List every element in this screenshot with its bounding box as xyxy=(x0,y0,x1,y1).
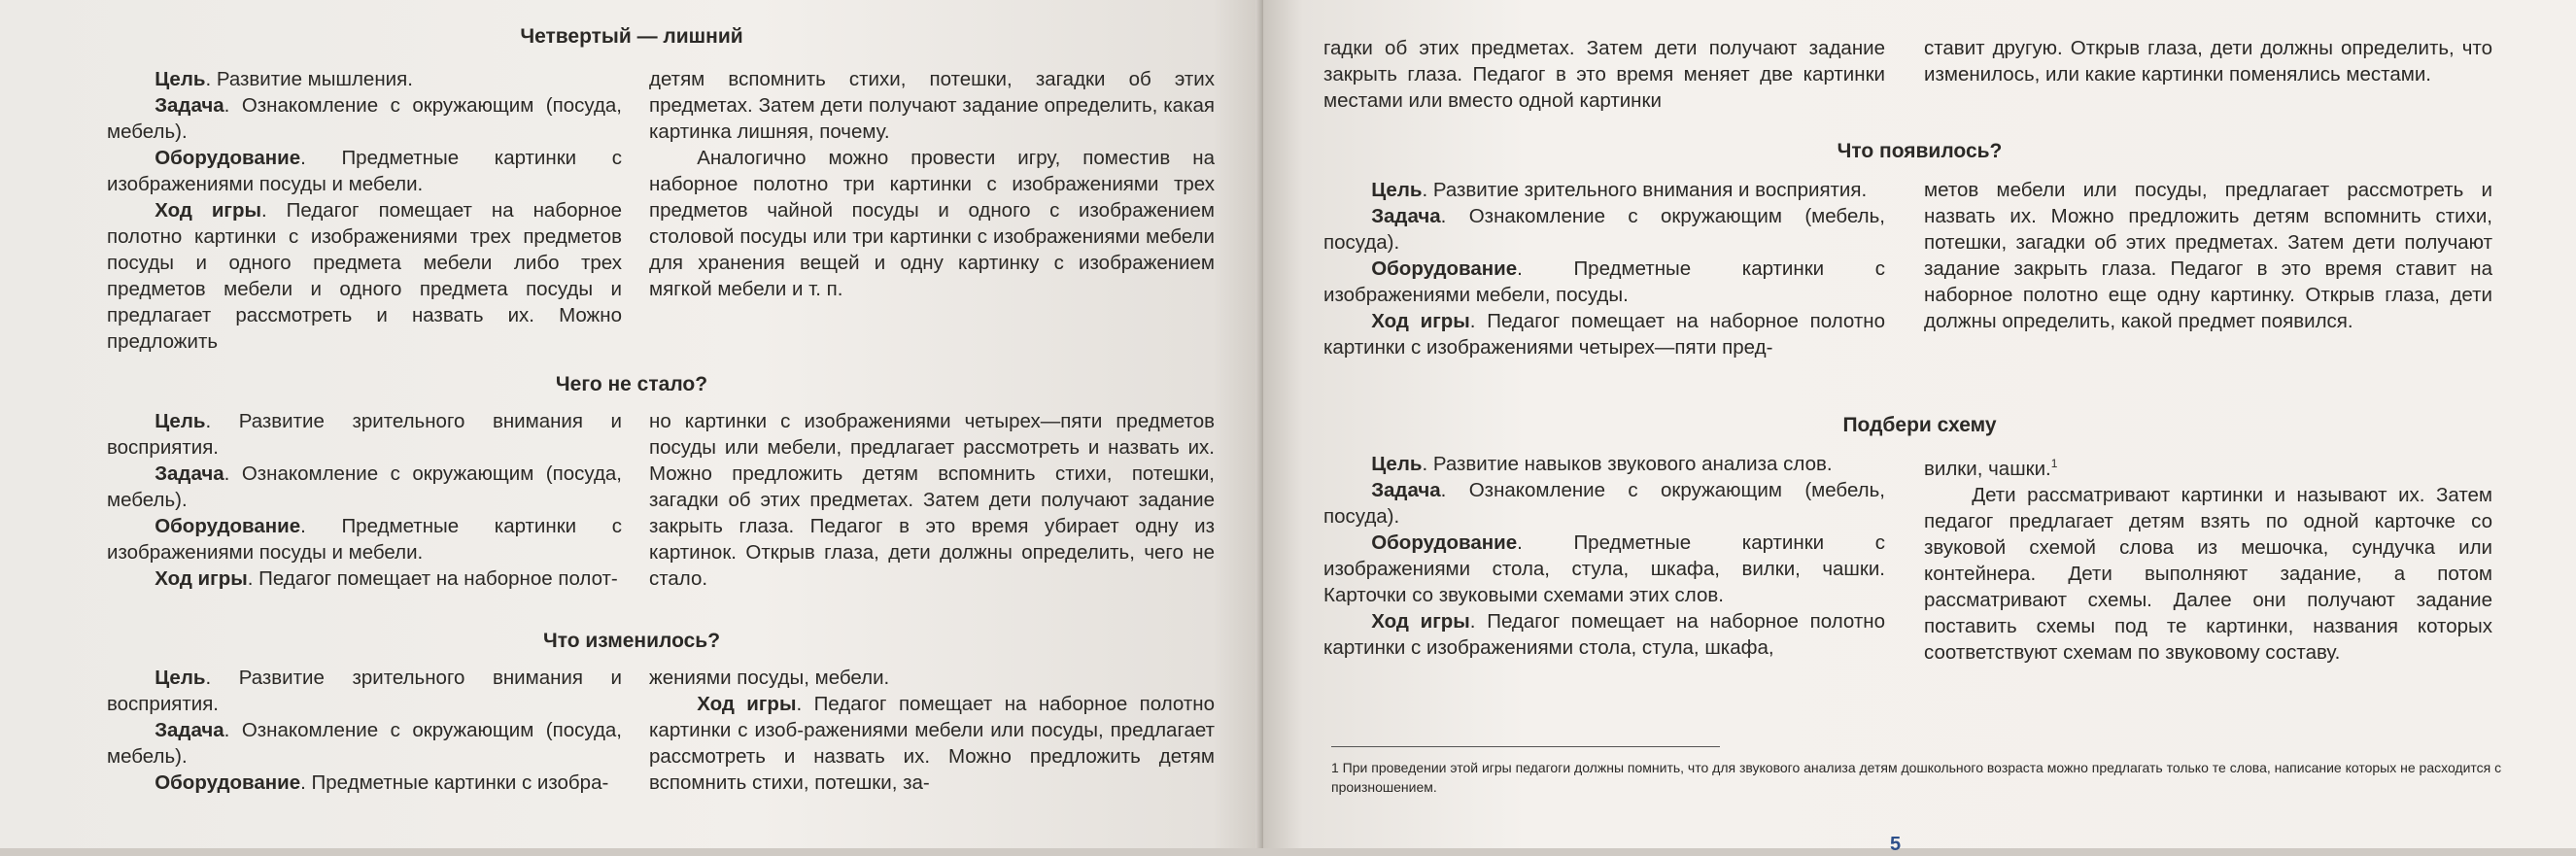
task-text: . Ознакомление с окружающим (посуда, мебель). xyxy=(107,94,622,143)
equipment-label: Оборудование xyxy=(155,147,301,169)
task-label: Задача xyxy=(1371,479,1441,501)
equipment-label: Оборудование xyxy=(155,515,301,537)
paragraph: метов мебели или посуды, предлагает рассмотреть и назвать их. Можно предложить детям вспомнить стихи, потешки, загадки об этих предметах. Затем дети получают задание закрыть глаза. Педагог в это время ставит на наборное полотно еще одну картинку. Открыв глаза, дети должны определить, какой предмет появился. xyxy=(1924,179,2492,332)
game-move-label: Ход игры xyxy=(697,693,797,715)
column-right xyxy=(649,665,1215,796)
column-left xyxy=(107,66,622,355)
paragraph: ставит другую. Открыв глаза, дети должны определить, что изменилось, или какие картинки поменялись местами. xyxy=(1924,37,2492,86)
left-page xyxy=(0,0,1263,848)
page-number: 5 xyxy=(1890,834,1902,855)
paragraph: Аналогично можно провести игру, поместив на наборное полотно три картинки с изображениями трех предметов чайной посуды и одного с изображением столовой посуды или три картинки с изображениями мебели для хранения вещей и одну картинку с изображением мягкой мебели и т. п. xyxy=(649,147,1215,300)
goal-label: Цель xyxy=(155,667,206,689)
right-page xyxy=(1263,0,2576,848)
goal-text: . Развитие мышления. xyxy=(205,68,413,90)
game-move-label: Ход игры xyxy=(1371,610,1470,633)
game-move-text: . Педагог помещает на наборное полотно картинки с изоб-ражениями мебели или посуды, предлагает рассмотреть и назвать их. Можно предложить детям вспомнить стихи, потешки, за- xyxy=(649,693,1215,794)
equipment-text: . Предметные картинки с изображениями стола, стула, шкафа, вилки, чашки. Карточки со звуковыми схемами этих слов. xyxy=(1323,531,1885,606)
column-right xyxy=(1924,451,2492,666)
goal-text: . Развитие зрительного внимания и восприятия. xyxy=(107,410,622,459)
equipment-label: Оборудование xyxy=(155,771,301,794)
task-label: Задача xyxy=(1371,205,1441,227)
column-left xyxy=(1323,451,1885,661)
equipment-text: . Предметные картинки с изобра- xyxy=(300,771,609,794)
paragraph: но картинки с изображениями четырех—пяти предметов посуды или мебели, предлагает рассмотреть и назвать их. Можно предложить детям вспомнить стихи, потешки, загадки об этих предметах. Затем дети получают задание закрыть глаза. Педагог в это время убирает одну из картинок. Открыв глаза, дети должны определить, чего не стало. xyxy=(649,410,1215,590)
game-move-text: . Педагог помещает на наборное полотно картинки с изображениями стола, стула, шкафа, xyxy=(1323,610,1885,659)
column-right xyxy=(1924,177,2492,334)
equipment-text: . Предметные картинки с изображениями посуды и мебели. xyxy=(107,147,622,195)
footnote-divider xyxy=(1331,746,1720,747)
goal-text: . Развитие зрительного внимания и восприятия. xyxy=(1422,179,1868,201)
paragraph: вилки, чашки. xyxy=(1924,457,2051,480)
task-text: . Ознакомление с окружающим (посуда, мебель). xyxy=(107,462,622,511)
game-move-text: . Педагог помещает на наборное полотно картинки с изображениями трех предметов посуды и одного предмета мебели либо трех предметов мебели и одного предмета посуды и предлагает рассмотреть и назвать их. Можно предложить xyxy=(107,199,622,353)
equipment-text: . Предметные картинки с изображениями мебели, посуды. xyxy=(1323,257,1885,306)
section-title: Что появилось? xyxy=(1837,140,2003,162)
equipment-label: Оборудование xyxy=(1371,531,1518,554)
paragraph: Дети рассматривают картинки и называют их. Затем педагог предлагает детям взять по одной карточке со звуковой схемой слова из мешочка, сундучка или контейнера. Дети выполняют задание, а потом рассматривают схемы. Далее они получают задание поставить схемы под те картинки, названия которых соответствуют схемам по звуковому составу. xyxy=(1924,483,2492,664)
paragraph: гадки об этих предметах. Затем дети получают задание закрыть глаза. Педагог в это время меняет две картинки местами или вместо одной картинки xyxy=(1323,37,1885,112)
footnote: 1 При проведении этой игры педагоги должны помнить, что для звукового анализа детям дошкольного возраста можно предлагать только те слова, написание которых не расходится с произношением. xyxy=(1331,760,2502,795)
column-left xyxy=(107,665,622,796)
goal-text: . Развитие навыков звукового анализа слов. xyxy=(1422,453,1833,475)
goal-label: Цель xyxy=(155,68,206,90)
section-title: Четвертый — лишний xyxy=(520,25,743,48)
paragraph: жениями посуды, мебели. xyxy=(649,667,890,689)
column-left xyxy=(107,408,622,592)
task-text: . Ознакомление с окружающим (посуда, мебель). xyxy=(107,719,622,768)
game-move-text: . Педагог помещает на наборное полотно картинки с изображениями четырех—пяти пред- xyxy=(1323,310,1885,359)
paragraph: детям вспомнить стихи, потешки, загадки об этих предметах. Затем дети получают задание определить, какая картинка лишняя, почему. xyxy=(649,68,1215,143)
column-right xyxy=(649,66,1215,302)
goal-label: Цель xyxy=(1371,453,1423,475)
game-move-label: Ход игры xyxy=(155,199,261,222)
goal-text: . Развитие зрительного внимания и восприятия. xyxy=(107,667,622,715)
game-move-label: Ход игры xyxy=(155,567,248,590)
goal-label: Цель xyxy=(155,410,206,432)
task-text: . Ознакомление с окружающим (мебель, посуда). xyxy=(1323,479,1885,528)
section-title: Что изменилось? xyxy=(542,630,721,652)
game-move-text: . Педагог помещает на наборное полот- xyxy=(247,567,618,590)
column-right xyxy=(1924,35,2492,87)
game-move-label: Ход игры xyxy=(1371,310,1470,332)
column-left xyxy=(1323,35,1885,114)
footnote-marker: 1 xyxy=(2050,457,2058,470)
task-text: . Ознакомление с окружающим (мебель, посуда). xyxy=(1323,205,1885,254)
task-label: Задача xyxy=(155,94,224,117)
equipment-label: Оборудование xyxy=(1371,257,1518,280)
section-title: Подбери схему xyxy=(1842,414,1997,436)
task-label: Задача xyxy=(155,462,224,485)
equipment-text: . Предметные картинки с изображениями посуды и мебели. xyxy=(107,515,622,564)
column-right xyxy=(649,408,1215,592)
column-left xyxy=(1323,177,1885,360)
task-label: Задача xyxy=(155,719,224,741)
section-title: Чего не стало? xyxy=(555,373,708,395)
goal-label: Цель xyxy=(1371,179,1423,201)
